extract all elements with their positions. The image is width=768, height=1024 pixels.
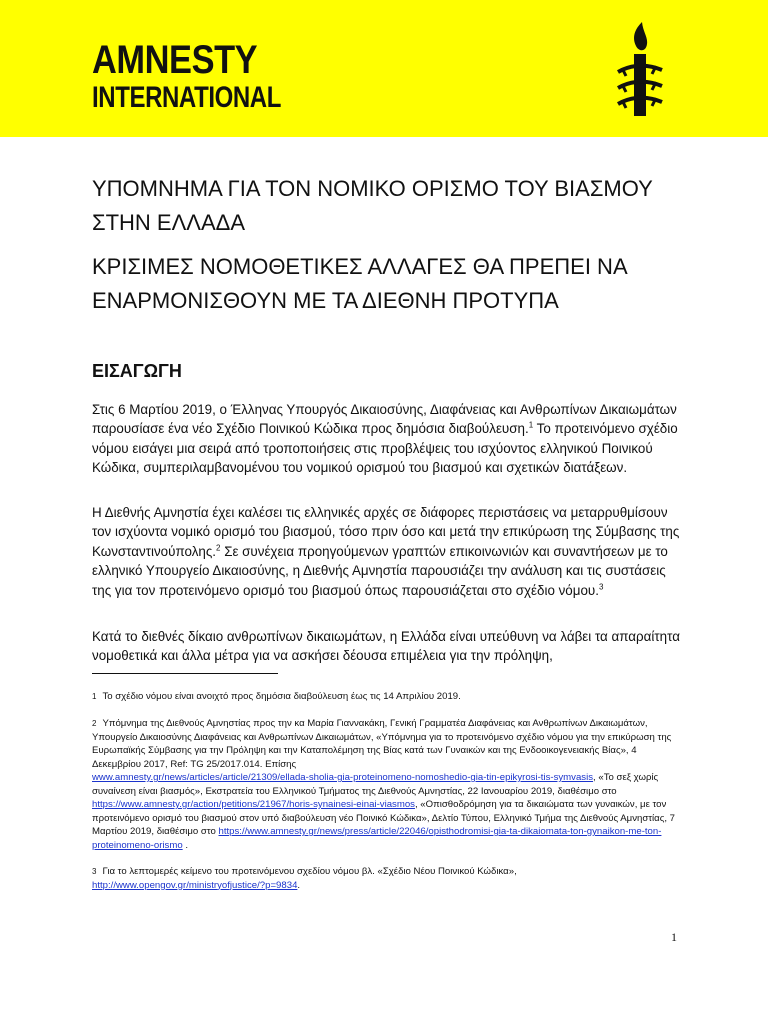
- paragraph-2: [92, 503, 688, 600]
- footnote-separator: [92, 673, 278, 674]
- amnesty-logo: [92, 40, 328, 113]
- footnote-2-link-3[interactable]: https://www.amnesty.gr/news/press/article/22046/opisthodromisi-gia-ta-dikaiomata-ton-gynaikon-me-ton-proteinomeno-orismo: [92, 826, 662, 851]
- footnote-2-link-1[interactable]: www.amnesty.gr/news/articles/article/21309/ellada-sholia-gia-proteinomeno-nomoshedio-gia-tin-epikyrosi-tis-symvasis: [92, 772, 594, 783]
- document-title: ΥΠΟΜΝΗΜΑ ΓΙΑ ΤΟΝ ΝΟΜΙΚΟ ΟΡΙΣΜΟ ΤΟΥ ΒΙΑΣΜΟΥ ΣΤΗΝ ΕΛΛΑΔΑ: [92, 176, 653, 235]
- logo-line-international: INTERNATIONAL: [92, 81, 282, 114]
- footnote-2-number: 2: [92, 719, 97, 728]
- document-subtitle: ΚΡΙΣΙΜΕΣ ΝΟΜΟΘΕΤΙΚΕΣ ΑΛΛΑΓΕΣ ΘΑ ΠΡΕΠΕΙ ΝΑ ΕΝΑΡΜΟΝΙΣΘΟΥΝ ΜΕ ΤΑ ΔΙΕΘΝΗ ΠΡΟΤΥΠΑ: [92, 254, 627, 313]
- paragraph-1: [92, 400, 688, 478]
- footnote-2-link-2[interactable]: https://www.amnesty.gr/action/petitions/21967/horis-synainesi-einai-viasmos: [92, 799, 415, 810]
- footnote-2: [92, 717, 684, 852]
- footnote-1: [92, 690, 684, 704]
- paragraph-1-text-b: Το προτεινόμενο σχέδιο νόμου εισάγει μια σειρά από τροποποιήσεις στις προβλέψεις του ισχύοντος ελληνικού Ποινικού Κώδικα, συμπεριλαμβανομένου του νομικού ορισμού του βιασμού και σχετικών διατάξεων.: [92, 421, 678, 476]
- header-banner: [0, 0, 768, 137]
- footnote-3-text-b: .: [297, 879, 301, 891]
- footnote-3-number: 3: [92, 867, 97, 876]
- paragraph-3: Κατά το διεθνές δίκαιο ανθρωπίνων δικαιωμάτων, η Ελλάδα είναι υπεύθυνη να λάβει τα απαραίτητα νομοθετικά και άλλα μέτρα για να ασκήσει δέουσα επιμέλεια για την πρόληψη,: [92, 629, 680, 664]
- footnote-3-link[interactable]: http://www.opengov.gr/ministryofjustice/?p=9834: [92, 879, 298, 891]
- footnote-3-text-a: Για το λεπτομερές κείμενο του προτεινόμενου σχεδίου νόμου βλ. «Σχέδιο Νέου Ποινικού Κώδικα»,: [102, 866, 517, 877]
- footnote-2-text-d: .: [182, 839, 188, 851]
- section-heading-introduction: ΕΙΣΑΓΩΓΗ: [92, 361, 182, 381]
- paragraph-2-text-b: Σε συνέχεια προηγούμενων γραπτών επικοινωνιών και συναντήσεων με το ελληνικό Υπουργείο Δικαιοσύνης, η Διεθνής Αμνηστία παρουσιάζει την ανάλυση και τις συστάσεις της για τον προτεινόμενο ορισμό του βιασμού όπως παρουσιάζεται στο σχέδιο νόμου.: [92, 543, 668, 598]
- footnote-1-text: Το σχέδιο νόμου είναι ανοιχτό προς δημόσια διαβούλευση έως τις 14 Απριλίου 2019.: [102, 691, 461, 702]
- page-number: 1: [671, 930, 677, 944]
- footnote-2-text-b: , «Το σεξ χωρίς συναίνεση είναι βιασμός», Εκστρατεία του Ελληνικού Τμήματος της Διεθνούς Αμνηστίας, 22 Ιανουαρίου 2019, διαθέσιμο στο: [92, 772, 659, 797]
- footnote-2-text-a: Υπόμνημα της Διεθνούς Αμνηστίας προς την κα Μαρία Γιαννακάκη, Γενική Γραμματέα Διαφάνειας και Ανθρωπίνων Δικαιωμάτων, Υπουργείο Δικαιοσύνης Διαφάνειας και Ανθρωπίνων Δικαιωμάτων, «Υπόμνημα για το προτεινόμενο σχέδιο νόμου για την επικύρωση της Ευρωπαϊκής Σύμβασης για την Πρόληψη και την Καταπολέμηση της Βίας κατά των Γυναικών και της Ενδοοικογενειακής Βίας», 4 Δεκεμβρίου 2017, Ref: TG 25/2017.014. Επίσης: [92, 718, 672, 770]
- footnote-3: [92, 865, 684, 892]
- logo-line-amnesty: AMNESTY: [92, 38, 258, 82]
- paragraph-2-text-a: Η Διεθνής Αμνηστία έχει καλέσει τις ελληνικές αρχές σε διάφορες περιστάσεις να μεταρρυθμίσουν τον ισχύοντα νομικό ορισμό του βιασμού, τόσο πριν όσο και μετά την επικύρωση της Σύμβασης της Κωνσταντινούπολης.: [92, 505, 680, 559]
- footnote-ref-2: 2: [216, 543, 221, 553]
- footnote-1-number: 1: [92, 692, 97, 701]
- footnote-2-text-c: , «Οπισθοδρόμηση για τα δικαιώματα των γυναικών, με τον προτεινόμενο ορισμό του βιασμού στον υπό διαβούλευση νέο Ποινικό Κώδικα», Δελτίο Τύπου, Ελληνικό Τμήμα της Διεθνούς Αμνηστίας, 7 Μαρτίου 2019, διαθέσιμο στο: [92, 799, 676, 837]
- footnote-ref-1: 1: [528, 420, 534, 430]
- paragraph-1-text-a: Στις 6 Μαρτίου 2019, ο Έλληνας Υπουργός Δικαιοσύνης, Διαφάνειας και Ανθρωπίνων Δικαιωμάτων παρουσίασε ένα νέο Σχέδιο Ποινικού Κώδικα προς δημόσια διαβούλευση.: [92, 402, 677, 437]
- footnote-ref-3: 3: [598, 582, 604, 592]
- candle-barbed-wire-icon: [612, 20, 666, 120]
